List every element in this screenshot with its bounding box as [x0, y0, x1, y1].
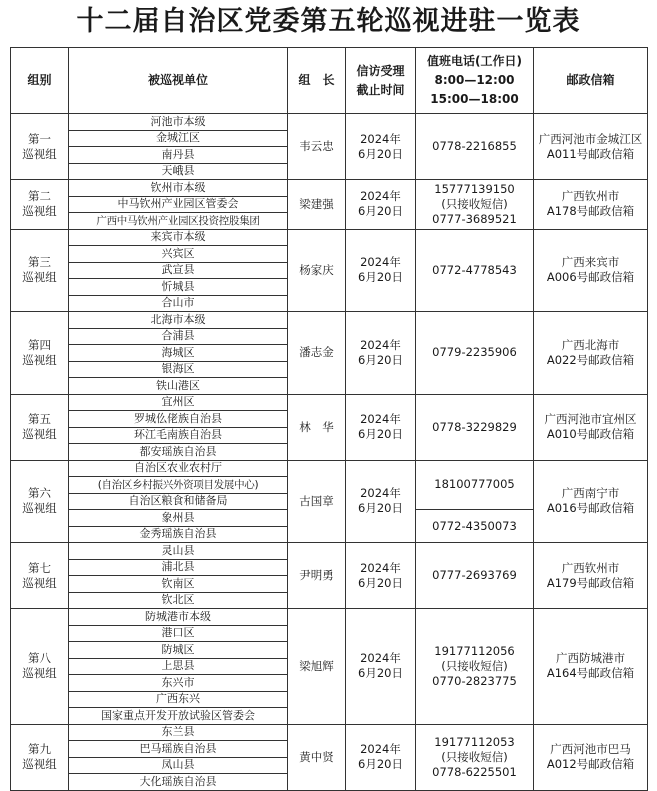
table-row: [11, 724, 648, 741]
unit-name: 防城港市本级: [69, 609, 288, 626]
unit-name: 钦州市本级: [69, 180, 288, 197]
unit-name: 上思县: [69, 658, 288, 675]
hotline-line: 0777-2693769: [432, 568, 517, 582]
hotline-line: (只接收短信): [441, 658, 508, 673]
deadline-line: 6月20日: [358, 352, 403, 367]
postal-box: [534, 394, 648, 460]
postal-box: [534, 180, 648, 230]
hotline-line: 0777-3689521: [432, 211, 517, 226]
postal-box: [534, 460, 648, 543]
header-mail: 邮政信箱: [534, 48, 648, 114]
hotline-line: 18100777005: [434, 477, 515, 492]
postal-box: [534, 114, 648, 180]
table-row: [11, 312, 648, 329]
leader-name: 潘志金: [288, 312, 346, 395]
hotline-line: (只接收短信): [441, 749, 508, 764]
deadline-line: 6月20日: [358, 146, 403, 161]
deadline-line: 2024年: [360, 560, 401, 575]
deadline-line: 2024年: [360, 742, 401, 756]
deadline: [346, 180, 416, 230]
hotline-line: 0772-4350073: [432, 518, 517, 533]
group-name: [11, 114, 69, 180]
table-row: [11, 543, 648, 560]
unit-name: 自治区粮食和储备局: [69, 493, 288, 510]
unit-name: 合浦县: [69, 328, 288, 345]
deadline: [346, 609, 416, 725]
unit-name: 防城区: [69, 642, 288, 659]
hotline: [416, 114, 534, 180]
group-name: [11, 394, 69, 460]
table-row: [11, 460, 648, 477]
header-deadline: [346, 48, 416, 114]
deadline: [346, 394, 416, 460]
header-phone-line2: 8:00—12:00: [434, 73, 515, 87]
leader-name: 梁建强: [288, 180, 346, 230]
postal-box-line: A012号邮政信箱: [546, 757, 635, 771]
unit-name: 北海市本级: [69, 312, 288, 329]
inspection-table: [10, 47, 648, 791]
deadline-line: 2024年: [360, 337, 401, 352]
group-name-line: 巡视组: [22, 757, 57, 771]
unit-name: 都安瑶族自治县: [69, 444, 288, 461]
hotline: [416, 460, 534, 510]
group-name-line: 巡视组: [22, 501, 57, 516]
deadline-line: 6月20日: [358, 575, 403, 590]
unit-name: 凤山县: [69, 757, 288, 774]
unit-name: 大化瑶族自治县: [69, 774, 288, 791]
unit-name: 忻城县: [69, 279, 288, 296]
page-title: 十二届自治区党委第五轮巡视进驻一览表: [76, 6, 581, 37]
group-name-line: 巡视组: [22, 146, 57, 161]
postal-box-line: A016号邮政信箱: [546, 501, 635, 516]
unit-name: 银海区: [69, 361, 288, 378]
group-name-line: 第九: [28, 742, 51, 756]
group-name-line: 第四: [28, 337, 51, 352]
group-name-line: 巡视组: [22, 427, 57, 441]
deadline-line: 2024年: [360, 131, 401, 146]
deadline: [346, 229, 416, 312]
deadline-line: 2024年: [360, 486, 401, 501]
leader-name: 梁旭辉: [288, 609, 346, 725]
table-row: [11, 609, 648, 626]
group-name-line: 巡视组: [22, 666, 57, 681]
hotline: [416, 312, 534, 395]
unit-name: 天峨县: [69, 163, 288, 180]
deadline-line: 6月20日: [358, 204, 403, 219]
postal-box-line: 广西河池市金城江区: [538, 131, 643, 146]
postal-box: [534, 312, 648, 395]
leader-name: 黄中贤: [288, 724, 346, 790]
postal-box: [534, 229, 648, 312]
postal-box: [534, 724, 648, 790]
hotline-line: 19177112053: [434, 734, 515, 749]
deadline: [346, 724, 416, 790]
postal-box-line: A164号邮政信箱: [546, 666, 635, 681]
unit-name: 南丹县: [69, 147, 288, 164]
postal-box-line: 广西防城港市: [556, 651, 625, 666]
unit-name: 合山市: [69, 295, 288, 312]
postal-box-line: A179号邮政信箱: [546, 575, 635, 590]
postal-box-line: 广西河池市宜州区: [544, 412, 637, 426]
group-name: [11, 229, 69, 312]
unit-name: 钦南区: [69, 576, 288, 593]
unit-name: 铁山港区: [69, 378, 288, 395]
unit-name: 广西东兴: [69, 691, 288, 708]
group-name-line: 第八: [28, 651, 51, 666]
deadline-line: 6月20日: [358, 270, 403, 285]
hotline-line: 15777139150: [434, 181, 515, 196]
unit-name: 河池市本级: [69, 114, 288, 131]
postal-box-line: 广西河池市巴马: [550, 742, 631, 756]
group-name-line: 巡视组: [22, 270, 57, 285]
deadline: [346, 460, 416, 543]
unit-name: 港口区: [69, 625, 288, 642]
deadline: [346, 312, 416, 395]
group-name-line: 第二: [28, 189, 51, 204]
deadline-line: 6月20日: [358, 427, 403, 441]
hotline-line: 0778-3229829: [432, 419, 517, 434]
hotline: [416, 724, 534, 790]
unit-name: 广西中马钦州产业园区投资控股集团: [69, 213, 288, 230]
header-group: 组别: [11, 48, 69, 114]
postal-box-line: 广西来宾市: [561, 255, 620, 270]
hotline: [416, 394, 534, 460]
unit-name: 东兰县: [69, 724, 288, 741]
unit-name: 金秀瑶族自治县: [69, 526, 288, 543]
unit-name: 象州县: [69, 510, 288, 527]
hotline-line: 0770-2823775: [432, 673, 517, 688]
leader-name: 尹明勇: [288, 543, 346, 609]
table-row: [11, 394, 648, 411]
unit-name: 兴宾区: [69, 246, 288, 263]
postal-box-line: A022号邮政信箱: [546, 352, 635, 367]
postal-box-line: 广西钦州市: [561, 189, 620, 204]
unit-name: 中马钦州产业园区管委会: [69, 196, 288, 213]
hotline-line: 0772-4778543: [432, 262, 517, 277]
unit-name: 巴马瑶族自治县: [69, 741, 288, 758]
leader-name: 古国章: [288, 460, 346, 543]
group-name: [11, 543, 69, 609]
unit-name: 自治区农业农村厅: [69, 460, 288, 477]
postal-box-line: 广西钦州市: [561, 560, 620, 575]
unit-name: (自治区乡村振兴外资项目发展中心): [69, 477, 288, 494]
hotline-line: (只接收短信): [441, 196, 508, 211]
postal-box: [534, 543, 648, 609]
group-name-line: 第五: [28, 412, 51, 426]
deadline-line: 2024年: [360, 651, 401, 666]
group-name-line: 第七: [28, 560, 51, 575]
unit-name: 环江毛南族自治县: [69, 427, 288, 444]
unit-name: 灵山县: [69, 543, 288, 560]
unit-name: 金城江区: [69, 130, 288, 147]
hotline-line: 19177112056: [434, 643, 515, 658]
hotline-line: 0778-2216855: [432, 139, 517, 153]
postal-box-line: A006号邮政信箱: [546, 270, 635, 285]
unit-name: 钦北区: [69, 592, 288, 609]
leader-name: 杨家庆: [288, 229, 346, 312]
unit-name: 浦北县: [69, 559, 288, 576]
hotline: [416, 543, 534, 609]
postal-box-line: A010号邮政信箱: [546, 427, 635, 441]
deadline-line: 2024年: [360, 255, 401, 270]
postal-box-line: 广西北海市: [561, 337, 620, 352]
hotline-line: 0779-2235906: [432, 345, 517, 360]
deadline-line: 6月20日: [358, 666, 403, 681]
leader-name: 韦云忠: [288, 114, 346, 180]
group-name-line: 巡视组: [22, 352, 57, 367]
header-leader: 组 长: [288, 48, 346, 114]
unit-name: 来宾市本级: [69, 229, 288, 246]
hotline: [416, 510, 534, 543]
postal-box-line: 广西南宁市: [561, 486, 620, 501]
group-name: [11, 609, 69, 725]
header-row: [11, 48, 648, 114]
deadline-line: 2024年: [360, 412, 401, 426]
unit-name: 宜州区: [69, 394, 288, 411]
deadline: [346, 543, 416, 609]
unit-name: 东兴市: [69, 675, 288, 692]
postal-box-line: A011号邮政信箱: [546, 146, 635, 161]
group-name-line: 巡视组: [22, 575, 57, 590]
leader-name: 林 华: [288, 394, 346, 460]
hotline: [416, 180, 534, 230]
postal-box: [534, 609, 648, 725]
deadline-line: 6月20日: [358, 501, 403, 516]
unit-name: 罗城仫佬族自治县: [69, 411, 288, 428]
table-row: [11, 180, 648, 197]
deadline-line: 6月20日: [358, 757, 403, 771]
hotline: [416, 609, 534, 725]
group-name: [11, 312, 69, 395]
unit-name: 国家重点开发开放试验区管委会: [69, 708, 288, 725]
table-body: [11, 114, 648, 791]
unit-name: 海城区: [69, 345, 288, 362]
deadline-line: 2024年: [360, 189, 401, 204]
deadline: [346, 114, 416, 180]
group-name: [11, 180, 69, 230]
group-name: [11, 724, 69, 790]
group-name: [11, 460, 69, 543]
table-row: [11, 114, 648, 131]
header-phone: [416, 48, 534, 114]
header-phone-line1: 值班电话(工作日): [427, 54, 522, 68]
table-row: [11, 229, 648, 246]
hotline: [416, 229, 534, 312]
postal-box-line: A178号邮政信箱: [546, 204, 635, 219]
header-units: 被巡视单位: [69, 48, 288, 114]
group-name-line: 第三: [28, 255, 51, 270]
header-phone-line3: 15:00—18:00: [430, 92, 519, 106]
unit-name: 武宣县: [69, 262, 288, 279]
header-deadline-line2: 截止时间: [356, 82, 405, 97]
group-name-line: 第一: [28, 131, 51, 146]
hotline-line: 0778-6225501: [432, 764, 517, 779]
group-name-line: 巡视组: [22, 204, 57, 219]
group-name-line: 第六: [28, 486, 51, 501]
header-deadline-line1: 信访受理: [356, 63, 405, 78]
